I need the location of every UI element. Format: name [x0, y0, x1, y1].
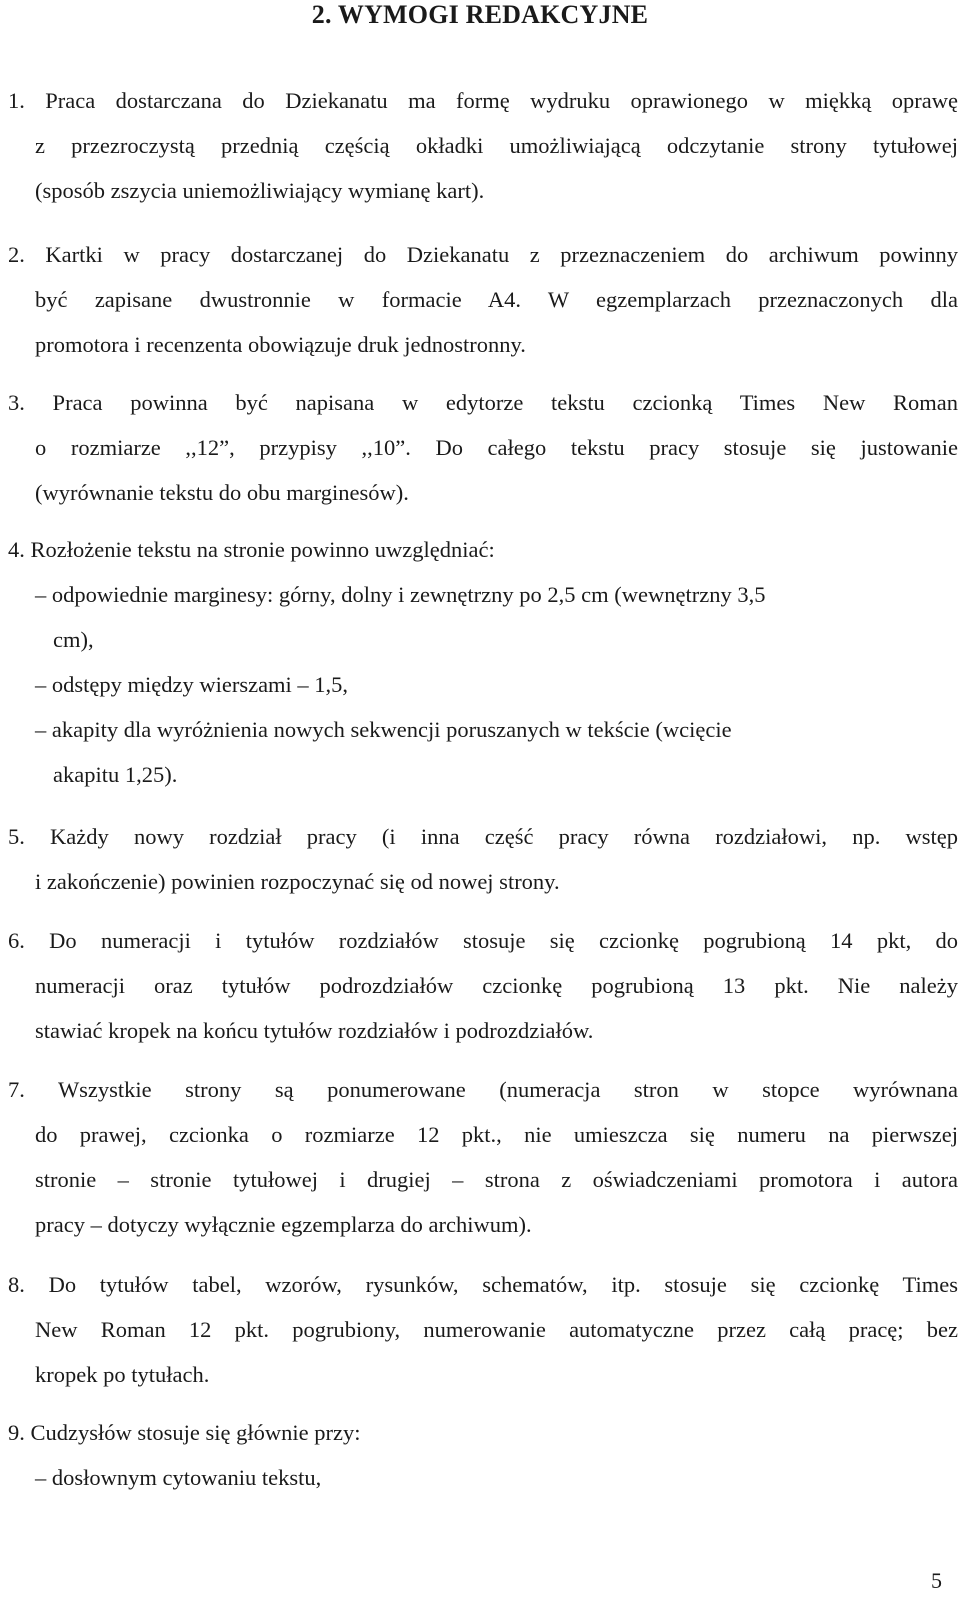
text-line: numeracji oraz tytułów podrozdziałów czcionkę pogrubioną 13 pkt. Nie należy: [35, 973, 958, 998]
text-line: stronie – stronie tytułowej i drugiej – strona z oświadczeniami promotora i autora: [35, 1167, 958, 1192]
list-item: – dosłownym cytowaniu tekstu,: [35, 1465, 322, 1490]
requirement-2: [8, 232, 958, 367]
text-line: akapitu 1,25).: [53, 762, 178, 787]
page-number: 5: [931, 1568, 942, 1593]
text-line: 6. Do numeracji i tytułów rozdziałów stosuje się czcionkę pogrubioną 14 pkt, do: [8, 928, 958, 953]
text-line: 2. Kartki w pracy dostarczanej do Dziekanatu z przeznaczeniem do archiwum powinny: [8, 242, 958, 267]
text-line: o rozmiarze ,,12”, przypisy ,,10”. Do całego tekstu pracy stosuje się justowanie: [35, 435, 958, 460]
text-line: 8. Do tytułów tabel, wzorów, rysunków, schematów, itp. stosuje się czcionkę Times: [8, 1272, 958, 1297]
text-line: promotora i recenzenta obowiązuje druk jednostronny.: [35, 332, 526, 357]
requirement-5: [8, 814, 958, 904]
text-line: (sposób zszycia uniemożliwiający wymianę kart).: [35, 178, 485, 203]
text-line: i zakończenie) powinien rozpoczynać się od nowej strony.: [35, 869, 560, 894]
requirement-3: [8, 380, 958, 515]
text-line: 7. Wszystkie strony są ponumerowane (numeracja stron w stopce wyrównana: [8, 1077, 958, 1102]
text-line: stawiać kropek na końcu tytułów rozdziałów i podrozdziałów.: [35, 1018, 594, 1043]
requirement-8: [8, 1262, 958, 1397]
text-line: do prawej, czcionka o rozmiarze 12 pkt., nie umieszcza się numeru na pierwszej: [35, 1122, 958, 1147]
requirement-7: [8, 1067, 958, 1247]
list-item: – odstępy między wierszami – 1,5,: [35, 672, 349, 697]
text-line: być zapisane dwustronnie w formacie A4. W egzemplarzach przeznaczonych dla: [35, 287, 958, 312]
text-line: pracy – dotyczy wyłącznie egzemplarza do archiwum).: [35, 1212, 532, 1237]
text-line: 4. Rozłożenie tekstu na stronie powinno uwzględniać:: [8, 537, 495, 562]
text-line: cm),: [53, 627, 94, 652]
list-item: – odpowiednie marginesy: górny, dolny i zewnętrzny po 2,5 cm (wewnętrzny 3,5: [35, 582, 766, 607]
requirement-1: [8, 78, 958, 213]
requirement-9: [8, 1410, 958, 1500]
list-item: – akapity dla wyróżnienia nowych sekwencji poruszanych w tekście (wcięcie: [35, 717, 732, 742]
text-line: (wyrównanie tekstu do obu marginesów).: [35, 480, 409, 505]
requirement-6: [8, 918, 958, 1053]
section-title: 2. WYMOGI REDAKCYJNE: [311, 0, 649, 29]
text-line: 5. Każdy nowy rozdział pracy (i inna część pracy równa rozdziałowi, np. wstęp: [8, 824, 958, 849]
requirement-4: [8, 527, 958, 797]
text-line: 9. Cudzysłów stosuje się głównie przy:: [8, 1420, 361, 1445]
text-line: New Roman 12 pkt. pogrubiony, numerowanie automatyczne przez całą pracę; bez: [35, 1317, 958, 1342]
text-line: kropek po tytułach.: [35, 1362, 210, 1387]
text-line: 1. Praca dostarczana do Dziekanatu ma formę wydruku oprawionego w miękką oprawę: [8, 88, 958, 113]
text-line: 3. Praca powinna być napisana w edytorze tekstu czcionką Times New Roman: [8, 390, 958, 415]
text-line: z przezroczystą przednią częścią okładki umożliwiającą odczytanie strony tytułowej: [35, 133, 958, 158]
